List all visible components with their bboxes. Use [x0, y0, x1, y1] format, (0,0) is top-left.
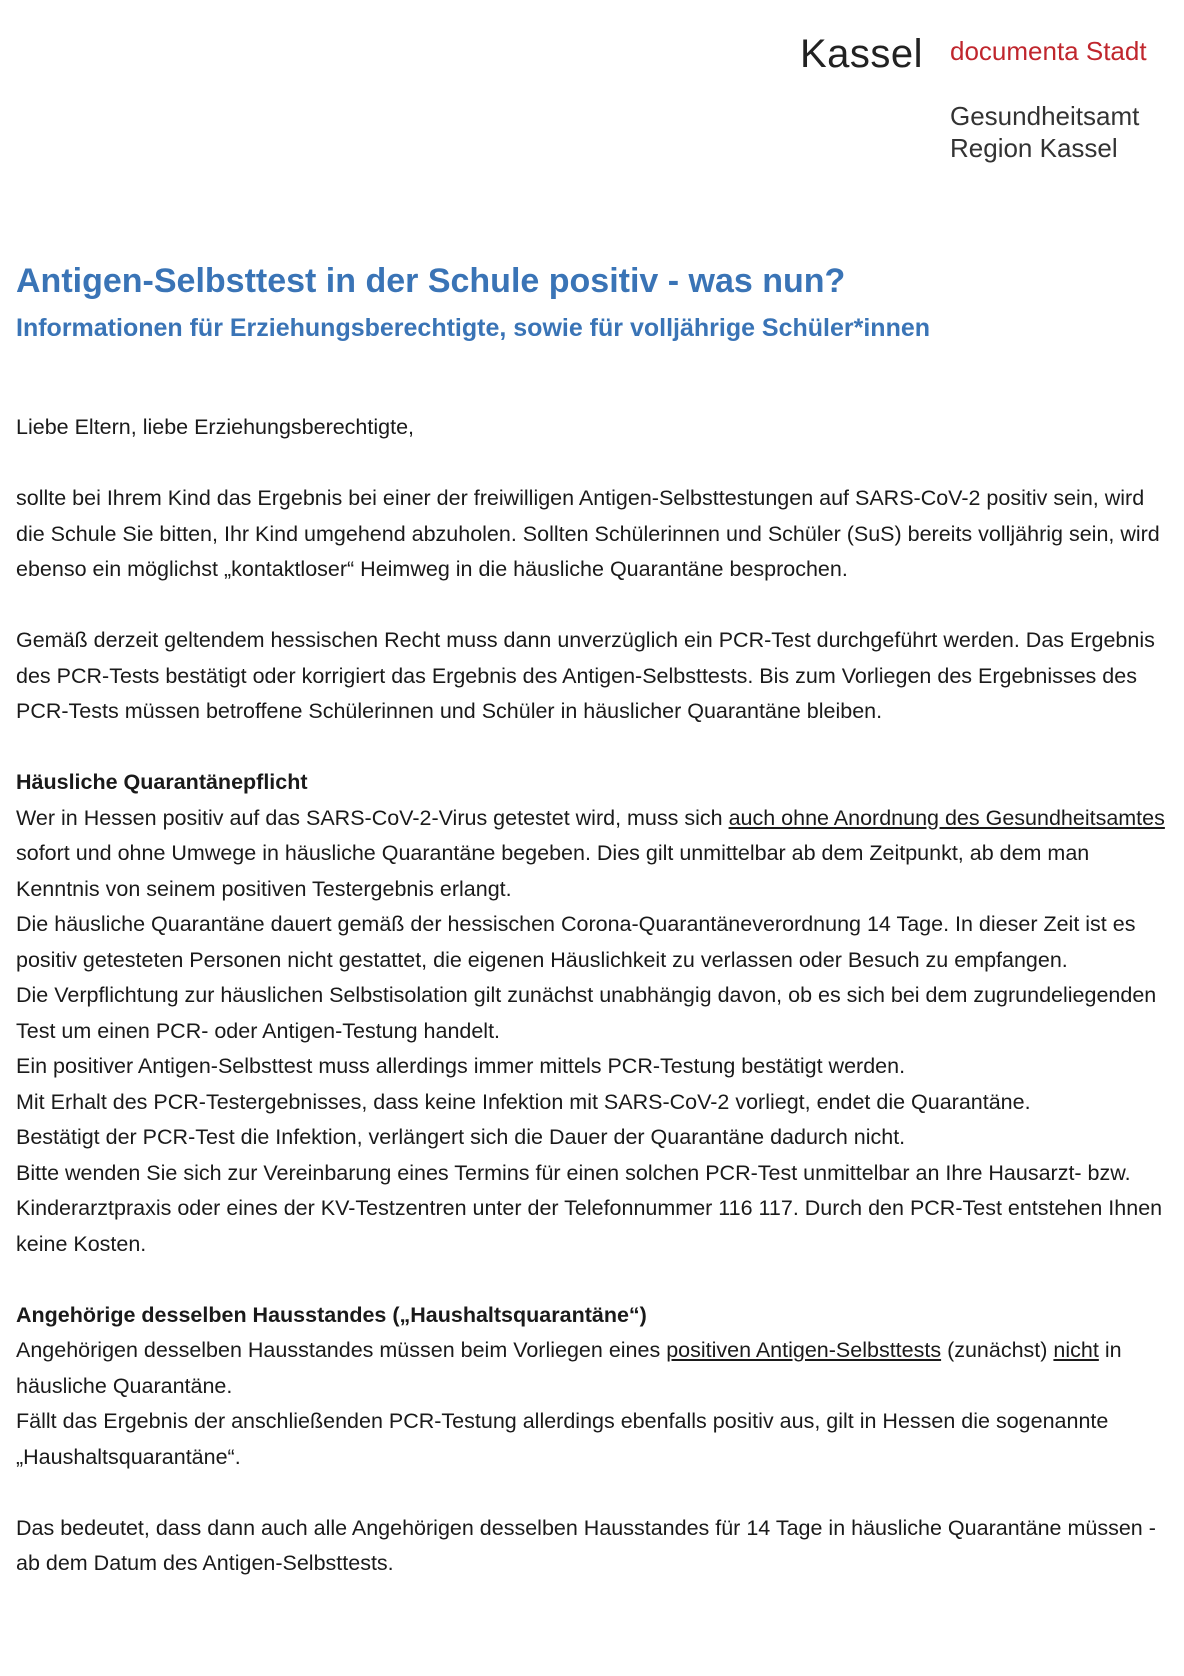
page-title: Antigen-Selbsttest in der Schule positiv - was nun? — [16, 262, 846, 300]
section2-line-2: Fällt das Ergebnis der anschließenden PCR-Testung allerdings ebenfalls positiv aus, gilt in Hessen die sogenannte „Haushaltsquarantäne“. — [16, 1409, 1109, 1469]
section1-line-1-post: sofort und ohne Umwege in häusliche Quarantäne begeben. Dies gilt unmittelbar ab dem Zeitpunkt, ab dem man Kenntnis von seinem positiven Testergebnis erlangt. — [16, 841, 1090, 901]
section2-line-1-post: in häusliche Quarantäne. — [16, 1338, 1122, 1398]
section1-line-3: Die Verpflichtung zur häuslichen Selbstisolation gilt zunächst unabhängig davon, ob es sich bei dem zugrundeliegenden Test um einen PCR- oder Antigen-Testung handelt. — [16, 983, 1157, 1043]
paragraph-pcr: Gemäß derzeit geltendem hessischen Recht muss dann unverzüglich ein PCR-Test durchgeführt werden. Das Ergebnis des PCR-Tests bestätigt oder korrigiert das Ergebnis des Antigen-Selbsttests. Bis zum Vorliegen des Ergebnisses des PCR-Tests müssen betroffene Schülerinnen und Schüler in häuslicher Quarantäne bleiben. — [16, 628, 1155, 723]
letterhead — [800, 30, 1170, 170]
city-logo: Kassel — [800, 32, 924, 76]
document-body — [16, 410, 1166, 1582]
section-heading-quarantine: Häusliche Quarantänepflicht — [16, 770, 308, 794]
section-heading-household: Angehörige desselben Hausstandes („Haushaltsquarantäne“) — [16, 1302, 647, 1327]
salutation: Liebe Eltern, liebe Erziehungsberechtigte, — [16, 415, 415, 439]
underlined-phrase-test: positiven Antigen-Selbsttests — [666, 1338, 942, 1362]
office-line-1: Gesundheitsamt — [950, 101, 1140, 131]
section2-line-1 — [16, 1333, 1166, 1404]
section1-line-4: Ein positiver Antigen-Selbsttest muss allerdings immer mittels PCR-Testung bestätigt werden. — [16, 1054, 906, 1078]
section1-line-5: Mit Erhalt des PCR-Testergebnisses, dass keine Infektion mit SARS-CoV-2 vorliegt, endet die Quarantäne. — [16, 1089, 1031, 1114]
section2-line-1-mid: (zunächst) — [941, 1338, 1054, 1362]
paragraph-intro: sollte bei Ihrem Kind das Ergebnis bei einer der freiwilligen Antigen-Selbsttestungen auf SARS-CoV-2 positiv sein, wird die Schule Sie bitten, Ihr Kind umgehend abzuholen. Sollten Schülerinnen und Schüler (SuS) bereits volljährig sein, wird ebenso ein möglichst „kontaktloser“ Heimweg in die häusliche Quarantäne besprochen. — [16, 486, 1160, 581]
underlined-phrase: auch ohne Anordnung des Gesundheitsamtes — [728, 805, 1165, 830]
section1-line-1-pre: Wer in Hessen positiv auf das SARS-CoV-2-Virus getestet wird, muss sich — [16, 805, 729, 830]
section1-line-2: Die häusliche Quarantäne dauert gemäß der hessischen Corona-Quarantäneverordnung 14 Tage. In dieser Zeit ist es positiv getesteten Personen nicht gestattet, die eigenen Häuslichkeit zu verlassen oder Besuch zu empfangen. — [16, 912, 1136, 972]
section2-line-3: Das bedeutet, dass dann auch alle Angehörigen desselben Hausstandes für 14 Tage in häusliche Quarantäne müssen - ab dem Datum des Antigen-Selbsttests. — [16, 1515, 1156, 1575]
page-subtitle: Informationen für Erziehungsberechtigte, sowie für volljährige Schüler*innen — [16, 314, 931, 342]
office-line-2: Region Kassel — [950, 133, 1118, 163]
underlined-word-nicht: nicht — [1053, 1338, 1099, 1362]
section1-line-1 — [16, 801, 1166, 908]
office-name — [950, 100, 1139, 164]
brand-tagline: documenta Stadt — [950, 36, 1147, 66]
section2-line-1-pre: Angehörigen desselben Hausstandes müssen beim Vorliegen eines — [16, 1338, 667, 1362]
section1-line-7: Bitte wenden Sie sich zur Vereinbarung eines Termins für einen solchen PCR-Test unmittelbar an Ihre Hausarzt- bzw. Kinderarztpraxis oder eines der KV-Testzentren unter der Telefonnummer 116 117. Durch den PCR-Test entstehen Ihnen keine Kosten. — [16, 1160, 1163, 1256]
section1-line-6: Bestätigt der PCR-Test die Infektion, verlängert sich die Dauer der Quarantäne dadurch nicht. — [16, 1125, 906, 1149]
